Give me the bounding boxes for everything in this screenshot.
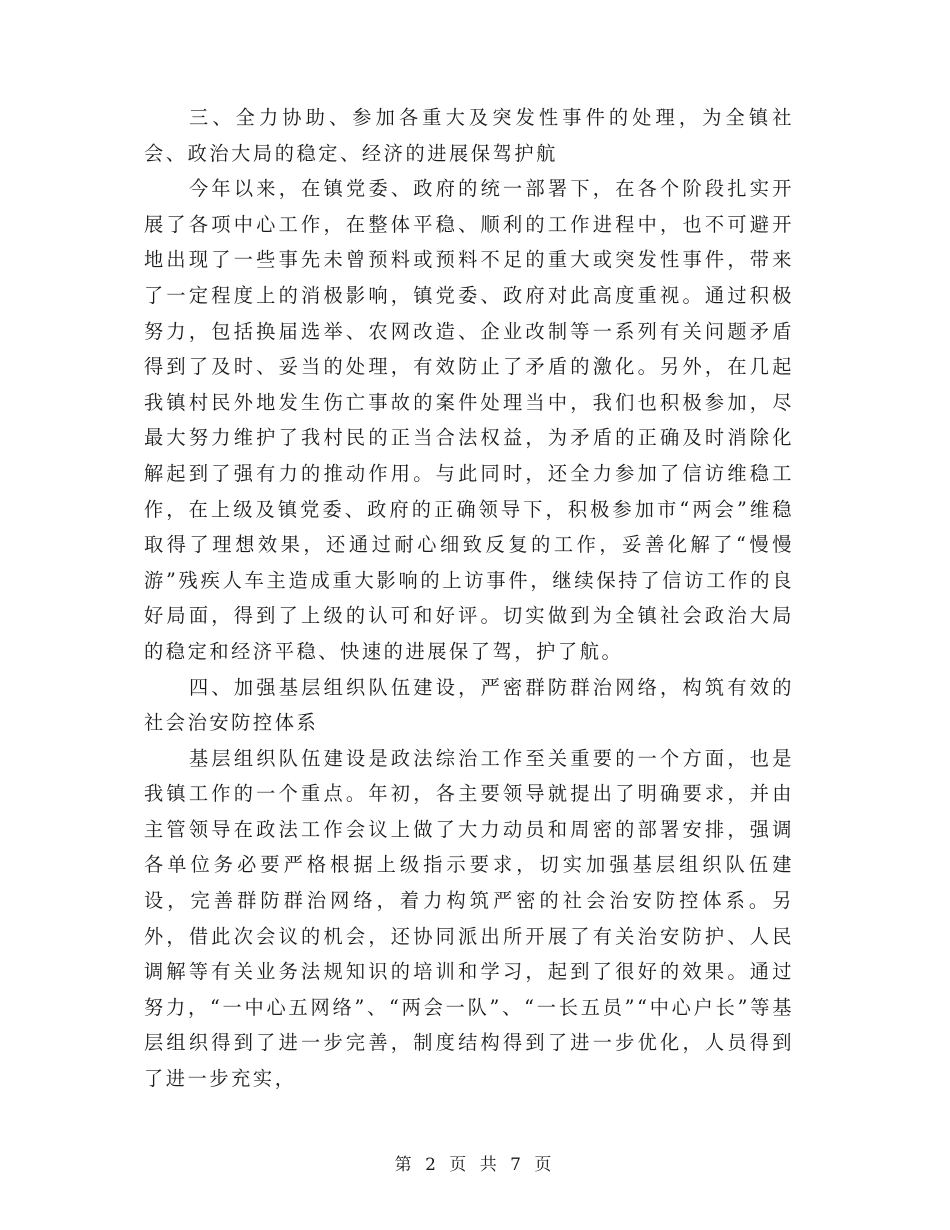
body-paragraph: 基层组织队伍建设是政法综治工作至关重要的一个方面，也是我镇工作的一个重点。年初，各主要领导就提出了明确要求，并由主管领导在政法工作会议上做了大力动员和周密的部署安排，强调各单位务必要严格根据上级指示要求，切实加强基层组织队伍建设，完善群防群治网络，着力构筑严密的社会治安防控体系。另外，借此次会议的机会，还协同派出所开展了有关治安防护、人民调解等有关业务法规知识的培训和学习，起到了很好的效果。通过努力，“一中心五网络”、“两会一队”、“一长五员”“中心户长”等基层组织得到了进一步完善，制度结构得到了进一步优化，人员得到了进一步充实， <box>144 746 794 1091</box>
section-heading-3: 三、全力协助、参加各重大及突发性事件的处理，为全镇社会、政治大局的稳定、经济的进展保驾护航 <box>144 106 794 165</box>
page-footer: 第 2 页 共 7 页 <box>394 1155 556 1175</box>
section-heading-4: 四、加强基层组织队伍建设，严密群防群治网络，构筑有效的社会治安防控体系 <box>144 675 794 735</box>
body-paragraph: 今年以来，在镇党委、政府的统一部署下，在各个阶段扎实开展了各项中心工作，在整体平稳、顺利的工作进程中，也不可避开地出现了一些事先未曾预料或预料不足的重大或突发性事件，带来了一定程度上的消极影响，镇党委、政府对此高度重视。通过积极努力，包括换届选举、农网改造、企业改制等一系列有关问题矛盾得到了及时、妥当的处理，有效防止了矛盾的激化。另外，在几起我镇村民外地发生伤亡事故的案件处理当中，我们也积极参加，尽最大努力维护了我村民的正当合法权益，为矛盾的正确及时消除化解起到了强有力的推动作用。与此同时，还全力参加了信访维稳工作，在上级及镇党委、政府的正确领导下，积极参加市“两会”维稳取得了理想效果，还通过耐心细致反复的工作，妥善化解了“慢慢游”残疾人车主造成重大影响的上访事件，继续保持了信访工作的良好局面，得到了上级的认可和好评。切实做到为全镇社会政治大局的稳定和经济平稳、快速的进展保了驾，护了航。 <box>144 177 794 663</box>
document-body <box>144 100 794 1097</box>
